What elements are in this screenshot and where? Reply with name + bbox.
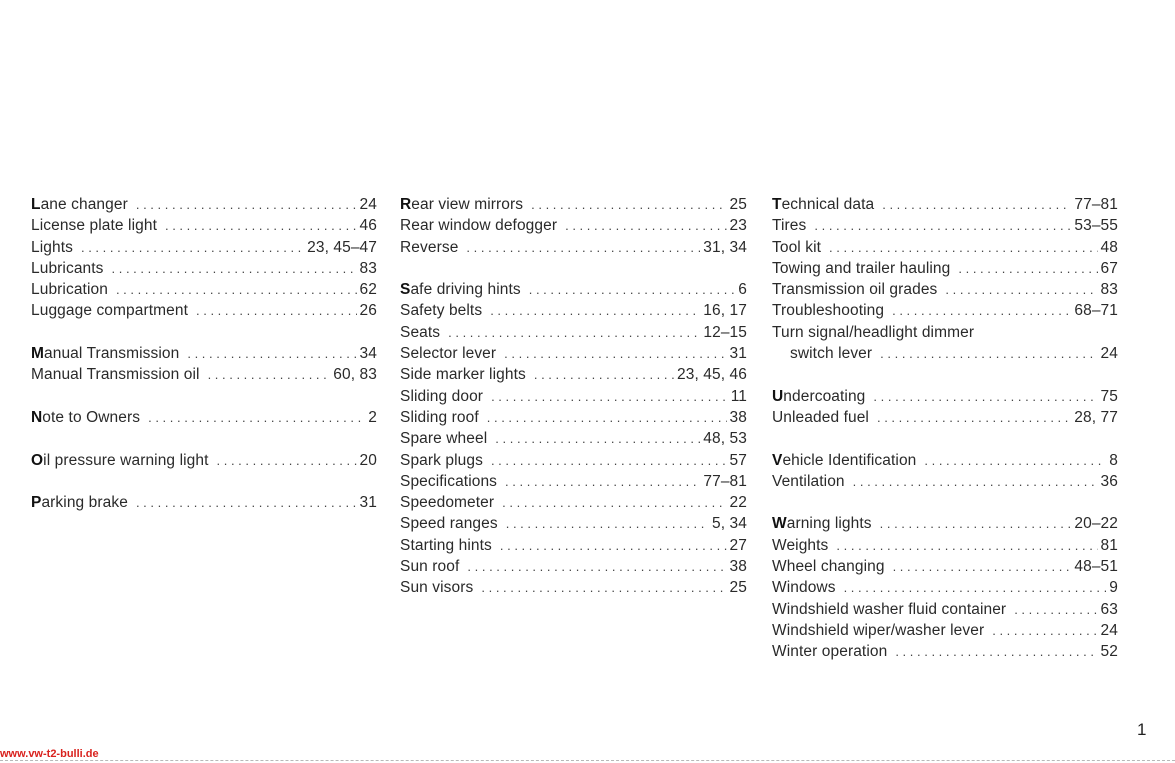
page-reference: 52 — [1100, 643, 1118, 661]
index-term-text: Sun visors — [400, 579, 474, 597]
index-term-text: Troubleshooting — [772, 302, 885, 320]
index-term — [772, 300, 884, 321]
section-initial: S — [400, 281, 411, 299]
index-term — [772, 407, 869, 428]
page-reference: 24 — [1100, 621, 1118, 639]
page-reference: 16, 17 — [703, 302, 747, 320]
dot-leader — [504, 343, 726, 364]
index-entry — [772, 620, 1118, 641]
index-term-text: ehicle Identification — [782, 451, 917, 469]
page-reference: 25 — [729, 196, 747, 213]
index-term — [772, 194, 874, 215]
index-term — [31, 258, 104, 279]
index-term-text: Wheel changing — [772, 558, 885, 576]
index-term-text: Manual Transmission oil — [31, 366, 200, 384]
index-term-text: Tool kit — [772, 238, 822, 256]
dot-leader — [836, 535, 1097, 556]
page-reference: 48–51 — [1074, 558, 1118, 576]
dot-leader — [112, 258, 357, 279]
index-entry — [31, 237, 377, 258]
index-column-1 — [31, 194, 377, 513]
index-term — [31, 194, 128, 215]
index-entry — [772, 322, 1118, 343]
index-entry — [772, 343, 1118, 364]
index-term — [31, 300, 188, 321]
index-term — [400, 513, 498, 534]
index-entry — [31, 450, 377, 471]
page-reference: 23 — [729, 217, 747, 235]
index-term — [772, 279, 937, 300]
index-term-text: Spark plugs — [400, 451, 483, 469]
dot-leader — [880, 343, 1097, 364]
index-term — [400, 322, 440, 343]
index-term — [31, 407, 140, 428]
index-term-text: Starting hints — [400, 536, 492, 554]
dot-leader — [136, 194, 357, 215]
index-term-text: License plate light — [31, 217, 157, 235]
index-entry — [31, 300, 377, 321]
index-term — [400, 386, 483, 407]
page-reference: 34 — [359, 345, 377, 363]
index-term-text: Luggage compartment — [31, 302, 188, 320]
section-initial: T — [772, 196, 782, 213]
dot-leader — [208, 364, 331, 385]
index-entry — [31, 279, 377, 300]
dot-leader — [165, 215, 357, 236]
index-column-2 — [400, 194, 747, 599]
index-entry — [31, 407, 377, 428]
section-initial: L — [31, 196, 41, 213]
index-term-text: Selector lever — [400, 345, 497, 363]
dot-leader — [467, 556, 726, 577]
dot-leader — [945, 279, 1097, 300]
index-entry — [772, 513, 1118, 534]
index-term-text: Windshield wiper/washer lever — [772, 621, 985, 639]
index-entry — [772, 599, 1118, 620]
page-reference: 31 — [359, 494, 377, 512]
index-term — [400, 215, 557, 236]
index-entry — [400, 450, 747, 471]
dot-leader — [81, 237, 304, 258]
page-reference: 20–22 — [1074, 515, 1118, 533]
dot-leader — [892, 300, 1071, 321]
index-term — [772, 450, 916, 471]
index-term-text: Specifications — [400, 472, 498, 490]
index-entry — [400, 279, 747, 300]
index-term — [31, 215, 157, 236]
index-term — [400, 471, 497, 492]
dot-leader — [531, 194, 726, 215]
index-term-text: Sliding roof — [400, 408, 479, 426]
page-reference: 28, 77 — [1074, 408, 1118, 426]
dot-leader — [502, 492, 726, 513]
page-reference: 9 — [1109, 579, 1118, 597]
dot-leader — [565, 215, 726, 236]
index-term-text: Reverse — [400, 238, 459, 256]
page-reference: 83 — [1100, 281, 1118, 299]
index-term-text: Side marker lights — [400, 366, 526, 384]
index-term-text: Seats — [400, 323, 441, 341]
page-reference: 68–71 — [1074, 302, 1118, 320]
dot-leader — [491, 450, 727, 471]
index-term — [400, 407, 479, 428]
index-term-text: Windows — [772, 579, 836, 597]
index-term-text: ane changer — [40, 196, 128, 213]
index-entry — [400, 364, 747, 385]
dot-leader — [893, 556, 1072, 577]
index-entry — [400, 428, 747, 449]
page-reference: 24 — [359, 196, 377, 213]
page-reference: 38 — [729, 558, 747, 576]
page-reference: 36 — [1100, 472, 1118, 490]
index-entry — [400, 237, 747, 258]
dot-leader — [873, 386, 1097, 407]
section-initial: P — [31, 494, 42, 512]
index-term — [31, 492, 128, 513]
dot-leader — [500, 535, 727, 556]
index-term — [400, 428, 487, 449]
index-term-text: arning lights — [786, 515, 872, 533]
index-term — [31, 450, 209, 471]
index-term-text: Unleaded fuel — [772, 408, 869, 426]
index-term-text: Spare wheel — [400, 430, 488, 448]
dot-leader — [116, 279, 357, 300]
index-term — [772, 641, 887, 662]
page-reference: 46 — [359, 217, 377, 235]
dot-leader — [1014, 599, 1097, 620]
index-term — [400, 577, 473, 598]
dot-leader — [148, 407, 365, 428]
page-reference: 77–81 — [703, 472, 747, 490]
dot-leader — [490, 300, 700, 321]
index-entry — [772, 535, 1118, 556]
index-term — [31, 343, 179, 364]
index-entry — [31, 194, 377, 215]
dot-leader — [895, 641, 1097, 662]
index-term — [772, 556, 885, 577]
index-term — [772, 215, 806, 236]
index-term — [400, 300, 482, 321]
dot-leader — [495, 428, 700, 449]
index-term — [31, 279, 108, 300]
page-reference: 26 — [359, 302, 377, 320]
index-column-3 — [772, 194, 1118, 663]
index-term-text: Rear window defogger — [400, 217, 558, 235]
page-reference: 60, 83 — [333, 366, 377, 384]
index-term — [772, 258, 950, 279]
index-term-text: Ventilation — [772, 472, 845, 490]
dot-leader — [958, 258, 1097, 279]
index-entry — [400, 492, 747, 513]
index-term-text: Lights — [31, 238, 73, 256]
page-reference: 23, 45, 46 — [677, 366, 747, 384]
index-term — [772, 237, 821, 258]
dot-leader — [882, 194, 1071, 215]
section-initial: W — [772, 515, 787, 533]
dot-leader — [481, 577, 726, 598]
section-initial: V — [772, 451, 783, 469]
index-term-text: switch lever — [790, 345, 873, 363]
index-term — [400, 343, 496, 364]
section-initial: R — [400, 196, 412, 213]
index-term-text: Transmission oil grades — [772, 281, 938, 299]
index-entry — [400, 300, 747, 321]
index-entry — [31, 364, 377, 385]
index-entry — [772, 386, 1118, 407]
index-term — [400, 279, 521, 300]
index-term-text: Tires — [772, 217, 807, 235]
dot-leader — [880, 513, 1072, 534]
page-reference: 77–81 — [1074, 196, 1118, 213]
section-initial: N — [31, 408, 43, 426]
dot-leader — [448, 322, 700, 343]
index-term-text: ndercoating — [783, 387, 866, 405]
index-term — [772, 471, 845, 492]
dot-leader — [466, 237, 700, 258]
dot-leader — [853, 471, 1098, 492]
index-entry — [772, 450, 1118, 471]
index-term — [400, 364, 526, 385]
index-term-text: Speed ranges — [400, 515, 498, 533]
index-entry — [31, 258, 377, 279]
index-term-text: Towing and trailer hauling — [772, 259, 951, 277]
page-reference: 11 — [730, 387, 747, 405]
dot-leader — [506, 513, 709, 534]
page-reference: 48 — [1100, 238, 1118, 256]
index-term — [400, 556, 459, 577]
dot-leader — [829, 237, 1098, 258]
index-term-text: Safety belts — [400, 302, 483, 320]
website-watermark[interactable]: www.vw-t2-bulli.de — [0, 748, 99, 760]
index-entry — [400, 322, 747, 343]
index-term — [400, 492, 494, 513]
index-entry — [400, 343, 747, 364]
page-reference: 2 — [368, 408, 377, 426]
index-entry — [400, 386, 747, 407]
index-term-text: Turn signal/headlight dimmer — [772, 323, 975, 341]
index-term-text: Lubricants — [31, 259, 104, 277]
dot-leader — [534, 364, 674, 385]
page-reference: 5, 34 — [712, 515, 747, 533]
index-term — [400, 237, 458, 258]
section-initial: O — [31, 451, 44, 469]
index-entry — [400, 215, 747, 236]
index-term-text: Lubrication — [31, 281, 108, 299]
page-number: 1 — [1137, 720, 1147, 739]
page-reference: 23, 45–47 — [307, 238, 377, 256]
index-entry — [772, 194, 1118, 215]
page-reference: 12–15 — [703, 323, 747, 341]
page-reference: 31 — [729, 345, 747, 363]
index-term-text: Speedometer — [400, 494, 495, 512]
index-term — [772, 599, 1006, 620]
index-term-text: Sun roof — [400, 558, 460, 576]
index-entry — [400, 407, 747, 428]
index-entry — [31, 492, 377, 513]
page-reference: 57 — [729, 451, 747, 469]
index-entry — [772, 641, 1118, 662]
section-initial: U — [772, 387, 784, 405]
dot-leader — [814, 215, 1071, 236]
page-reference: 24 — [1100, 345, 1118, 363]
dot-leader — [187, 343, 356, 364]
page-reference: 22 — [729, 494, 747, 512]
index-term — [31, 364, 200, 385]
index-entry — [400, 577, 747, 598]
page-reference: 62 — [359, 281, 377, 299]
index-term-text: ear view mirrors — [411, 196, 524, 213]
index-term — [31, 237, 73, 258]
page-reference: 8 — [1109, 451, 1118, 469]
index-entry — [31, 215, 377, 236]
page-reference: 75 — [1100, 387, 1118, 405]
page-reference: 25 — [729, 579, 747, 597]
index-term-text: afe driving hints — [410, 281, 521, 299]
index-entry — [400, 535, 747, 556]
index-term-text: Winter operation — [772, 643, 888, 661]
index-entry — [772, 237, 1118, 258]
dot-leader — [217, 450, 357, 471]
dot-leader — [529, 279, 736, 300]
dot-leader — [136, 492, 357, 513]
index-entry — [31, 343, 377, 364]
dot-leader — [924, 450, 1106, 471]
dot-leader — [844, 577, 1107, 598]
page-reference: 48, 53 — [703, 430, 747, 448]
index-entry — [400, 471, 747, 492]
index-term-text: arking brake — [41, 494, 128, 512]
dot-leader — [992, 620, 1097, 641]
page-reference: 31, 34 — [703, 238, 747, 256]
page-reference: 38 — [729, 408, 747, 426]
section-initial: M — [31, 345, 45, 363]
page-reference: 67 — [1100, 259, 1118, 277]
index-term — [772, 620, 984, 641]
index-term — [400, 450, 483, 471]
index-term — [772, 322, 974, 343]
page-reference: 27 — [729, 536, 747, 554]
index-term-text: Sliding door — [400, 387, 484, 405]
index-entry — [772, 258, 1118, 279]
index-term — [772, 535, 828, 556]
index-term-text: Weights — [772, 536, 829, 554]
index-entry — [772, 556, 1118, 577]
index-entry — [772, 407, 1118, 428]
page-reference: 83 — [359, 259, 377, 277]
index-term — [772, 343, 872, 364]
page-reference: 81 — [1100, 536, 1118, 554]
index-term-text: echnical data — [781, 196, 875, 213]
dot-leader — [877, 407, 1071, 428]
index-term-text: ote to Owners — [42, 408, 141, 426]
index-term — [772, 577, 836, 598]
page-reference: 63 — [1100, 600, 1118, 618]
dot-leader — [196, 300, 357, 321]
index-entry — [772, 577, 1118, 598]
index-entry — [772, 300, 1118, 321]
page-reference: 6 — [738, 281, 747, 299]
bottom-rule — [0, 760, 1175, 761]
index-entry — [400, 194, 747, 215]
dot-leader — [491, 386, 728, 407]
dot-leader — [487, 407, 727, 428]
page-reference: 53–55 — [1074, 217, 1118, 235]
index-term — [400, 194, 523, 215]
dot-leader — [505, 471, 700, 492]
index-entry — [772, 471, 1118, 492]
index-entry — [772, 215, 1118, 236]
index-term-text: Windshield washer fluid container — [772, 600, 1007, 618]
index-term — [772, 386, 865, 407]
index-term — [772, 513, 872, 534]
index-entry — [772, 279, 1118, 300]
index-entry — [400, 556, 747, 577]
index-term-text: anual Transmission — [44, 345, 180, 363]
index-term — [400, 535, 492, 556]
index-term-text: il pressure warning light — [43, 451, 209, 469]
page-reference: 20 — [359, 451, 377, 469]
index-entry — [400, 513, 747, 534]
